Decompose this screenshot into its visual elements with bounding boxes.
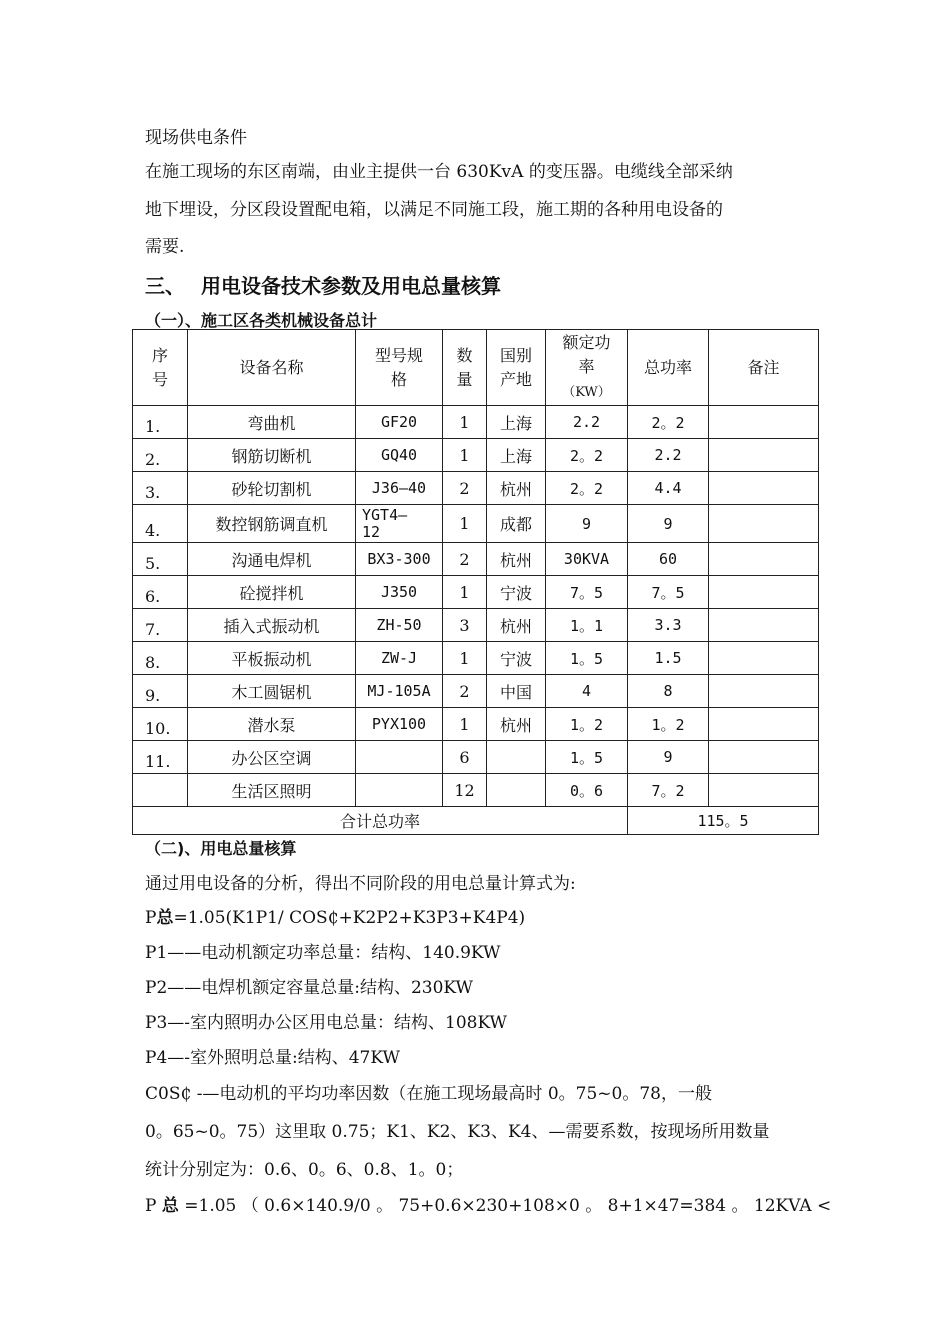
row-name: 沟通电焊机 <box>188 543 356 576</box>
row-total: 1。2 <box>628 708 709 741</box>
row-note <box>709 576 819 609</box>
row-note <box>709 708 819 741</box>
row-note <box>709 472 819 505</box>
table-row <box>133 675 819 708</box>
equipment-table <box>132 329 819 835</box>
table-row <box>133 406 819 439</box>
row-name: 砂轮切割机 <box>188 472 356 505</box>
row-qty: 12 <box>443 774 487 807</box>
row-qty: 1 <box>443 505 487 543</box>
row-name: 平板振动机 <box>188 642 356 675</box>
row-name: 数控钢筋调直机 <box>188 505 356 543</box>
row-index: 6. <box>133 576 188 609</box>
row-origin: 杭州 <box>487 472 546 505</box>
row-qty: 2 <box>443 675 487 708</box>
row-note <box>709 774 819 807</box>
row-total: 2。2 <box>628 406 709 439</box>
row-note <box>709 741 819 774</box>
row-origin: 上海 <box>487 406 546 439</box>
calc-intro: 通过用电设备的分析，得出不同阶段的用电总量计算式为: <box>145 874 576 894</box>
row-note <box>709 505 819 543</box>
row-qty: 1 <box>443 406 487 439</box>
row-origin: 杭州 <box>487 609 546 642</box>
cos-line-2: 0。65~0。75）这里取 0.75；K1、K2、K3、K4、—需要系数，按现场所用数量 <box>145 1122 770 1142</box>
row-model: ZW-J <box>356 642 443 675</box>
row-name: 弯曲机 <box>188 406 356 439</box>
row-qty: 2 <box>443 472 487 505</box>
row-rated: 1。5 <box>546 642 628 675</box>
row-rated: 4 <box>546 675 628 708</box>
row-origin <box>487 741 546 774</box>
row-name: 插入式振动机 <box>188 609 356 642</box>
row-rated: 2。2 <box>546 472 628 505</box>
row-qty: 1 <box>443 708 487 741</box>
row-total: 8 <box>628 675 709 708</box>
sum-value: 115。5 <box>628 807 819 835</box>
cos-line-1: C0S₵ -—电动机的平均功率因数（在施工现场最高时 0。75~0。78，一般 <box>145 1084 712 1104</box>
row-index: 9. <box>133 675 188 708</box>
row-rated: 9 <box>546 505 628 543</box>
table-row <box>133 708 819 741</box>
row-total: 7。2 <box>628 774 709 807</box>
row-origin: 杭州 <box>487 708 546 741</box>
intro-line-1: 在施工现场的东区南端，由业主提供一台 630KvA 的变压器。电缆线全部采纳 <box>145 162 733 182</box>
final-formula-line: P 总 =1.05 （ 0.6×140.9/0 。 75+0.6×230+108×0 。 8+1×47=384 。 12KVA < <box>145 1196 832 1216</box>
row-rated: 1。2 <box>546 708 628 741</box>
row-rated: 7。5 <box>546 576 628 609</box>
row-name: 潜水泵 <box>188 708 356 741</box>
row-total: 3.3 <box>628 609 709 642</box>
row-model: GF20 <box>356 406 443 439</box>
row-qty: 1 <box>443 642 487 675</box>
p1-definition: P1——电动机额定功率总量：结构、140.9KW <box>145 943 501 963</box>
row-rated: 2.2 <box>546 406 628 439</box>
row-index: 2. <box>133 439 188 472</box>
intro-line-2: 地下埋设，分区段设置配电箱，以满足不同施工段，施工期的各种用电设备的 <box>145 200 723 220</box>
subsection-1-heading: （一）、施工区各类机械设备总计 <box>145 311 378 330</box>
p4-definition: P4—-室外照明总量:结构、47KW <box>145 1048 400 1068</box>
row-note <box>709 609 819 642</box>
table-row <box>133 774 819 807</box>
intro-line-3: 需要. <box>145 237 185 257</box>
row-origin: 宁波 <box>487 642 546 675</box>
row-model: YGT4— 12 <box>356 505 443 543</box>
row-total: 2.2 <box>628 439 709 472</box>
row-name: 生活区照明 <box>188 774 356 807</box>
header-origin: 国别 产地 <box>487 330 546 406</box>
table-row <box>133 439 819 472</box>
table-row <box>133 642 819 675</box>
section-3-heading <box>145 270 501 299</box>
subsection-2-heading: （二)、用电总量核算 <box>145 839 297 858</box>
row-origin: 中国 <box>487 675 546 708</box>
cos-line-3: 统计分别定为：0.6、0。6、0.8、1。0； <box>145 1160 464 1180</box>
row-total: 7。5 <box>628 576 709 609</box>
p3-definition: P3—-室内照明办公区用电总量：结构、108KW <box>145 1013 508 1033</box>
row-name: 木工圆锯机 <box>188 675 356 708</box>
row-qty: 3 <box>443 609 487 642</box>
header-note: 备注 <box>709 330 819 406</box>
row-model: MJ-105A <box>356 675 443 708</box>
row-qty: 6 <box>443 741 487 774</box>
header-total-power: 总功率 <box>628 330 709 406</box>
row-total: 60 <box>628 543 709 576</box>
section-3-title: 用电设备技术参数及用电总量核算 <box>201 274 501 298</box>
table-row <box>133 576 819 609</box>
row-note <box>709 543 819 576</box>
row-total: 9 <box>628 741 709 774</box>
row-index: 3. <box>133 472 188 505</box>
table-header-row <box>133 330 819 406</box>
row-model <box>356 774 443 807</box>
sum-label: 合计总功率 <box>133 807 628 835</box>
row-index <box>133 774 188 807</box>
table-row <box>133 543 819 576</box>
row-index: 4. <box>133 505 188 543</box>
row-name: 钢筋切断机 <box>188 439 356 472</box>
row-origin: 上海 <box>487 439 546 472</box>
section-3-number: 三、 <box>145 274 185 298</box>
row-total: 1.5 <box>628 642 709 675</box>
row-rated: 30KVA <box>546 543 628 576</box>
row-index: 10. <box>133 708 188 741</box>
header-model: 型号规 格 <box>356 330 443 406</box>
header-quantity: 数 量 <box>443 330 487 406</box>
row-total: 4.4 <box>628 472 709 505</box>
table-row <box>133 472 819 505</box>
row-origin: 杭州 <box>487 543 546 576</box>
row-origin: 成都 <box>487 505 546 543</box>
p2-definition: P2——电焊机额定容量总量:结构、230KW <box>145 978 473 998</box>
row-origin <box>487 774 546 807</box>
row-qty: 1 <box>443 576 487 609</box>
row-name: 办公区空调 <box>188 741 356 774</box>
row-model: GQ40 <box>356 439 443 472</box>
row-rated: 2。2 <box>546 439 628 472</box>
row-name: 砼搅拌机 <box>188 576 356 609</box>
row-model: J36—40 <box>356 472 443 505</box>
row-note <box>709 406 819 439</box>
row-index: 8. <box>133 642 188 675</box>
supply-heading: 现场供电条件 <box>145 128 247 148</box>
table-row <box>133 741 819 774</box>
row-index: 5. <box>133 543 188 576</box>
row-index: 1. <box>133 406 188 439</box>
row-note <box>709 675 819 708</box>
table-row <box>133 505 819 543</box>
row-qty: 1 <box>443 439 487 472</box>
formula-line: P总=1.05(K1P1/ COS₵+K2P2+K3P3+K4P4) <box>145 908 526 928</box>
table-row <box>133 609 819 642</box>
row-qty: 2 <box>443 543 487 576</box>
row-model: ZH-50 <box>356 609 443 642</box>
row-rated: 1。5 <box>546 741 628 774</box>
row-index: 11. <box>133 741 188 774</box>
row-total: 9 <box>628 505 709 543</box>
header-rated-power: 额定功 率 （KW） <box>546 330 628 406</box>
row-note <box>709 642 819 675</box>
header-index: 序 号 <box>133 330 188 406</box>
row-rated: 1。1 <box>546 609 628 642</box>
row-note <box>709 439 819 472</box>
row-model: BX3-300 <box>356 543 443 576</box>
row-rated: 0。6 <box>546 774 628 807</box>
row-origin: 宁波 <box>487 576 546 609</box>
row-model: PYX100 <box>356 708 443 741</box>
header-name: 设备名称 <box>188 330 356 406</box>
row-model: J350 <box>356 576 443 609</box>
table-sum-row <box>133 807 819 835</box>
row-index: 7. <box>133 609 188 642</box>
row-model <box>356 741 443 774</box>
